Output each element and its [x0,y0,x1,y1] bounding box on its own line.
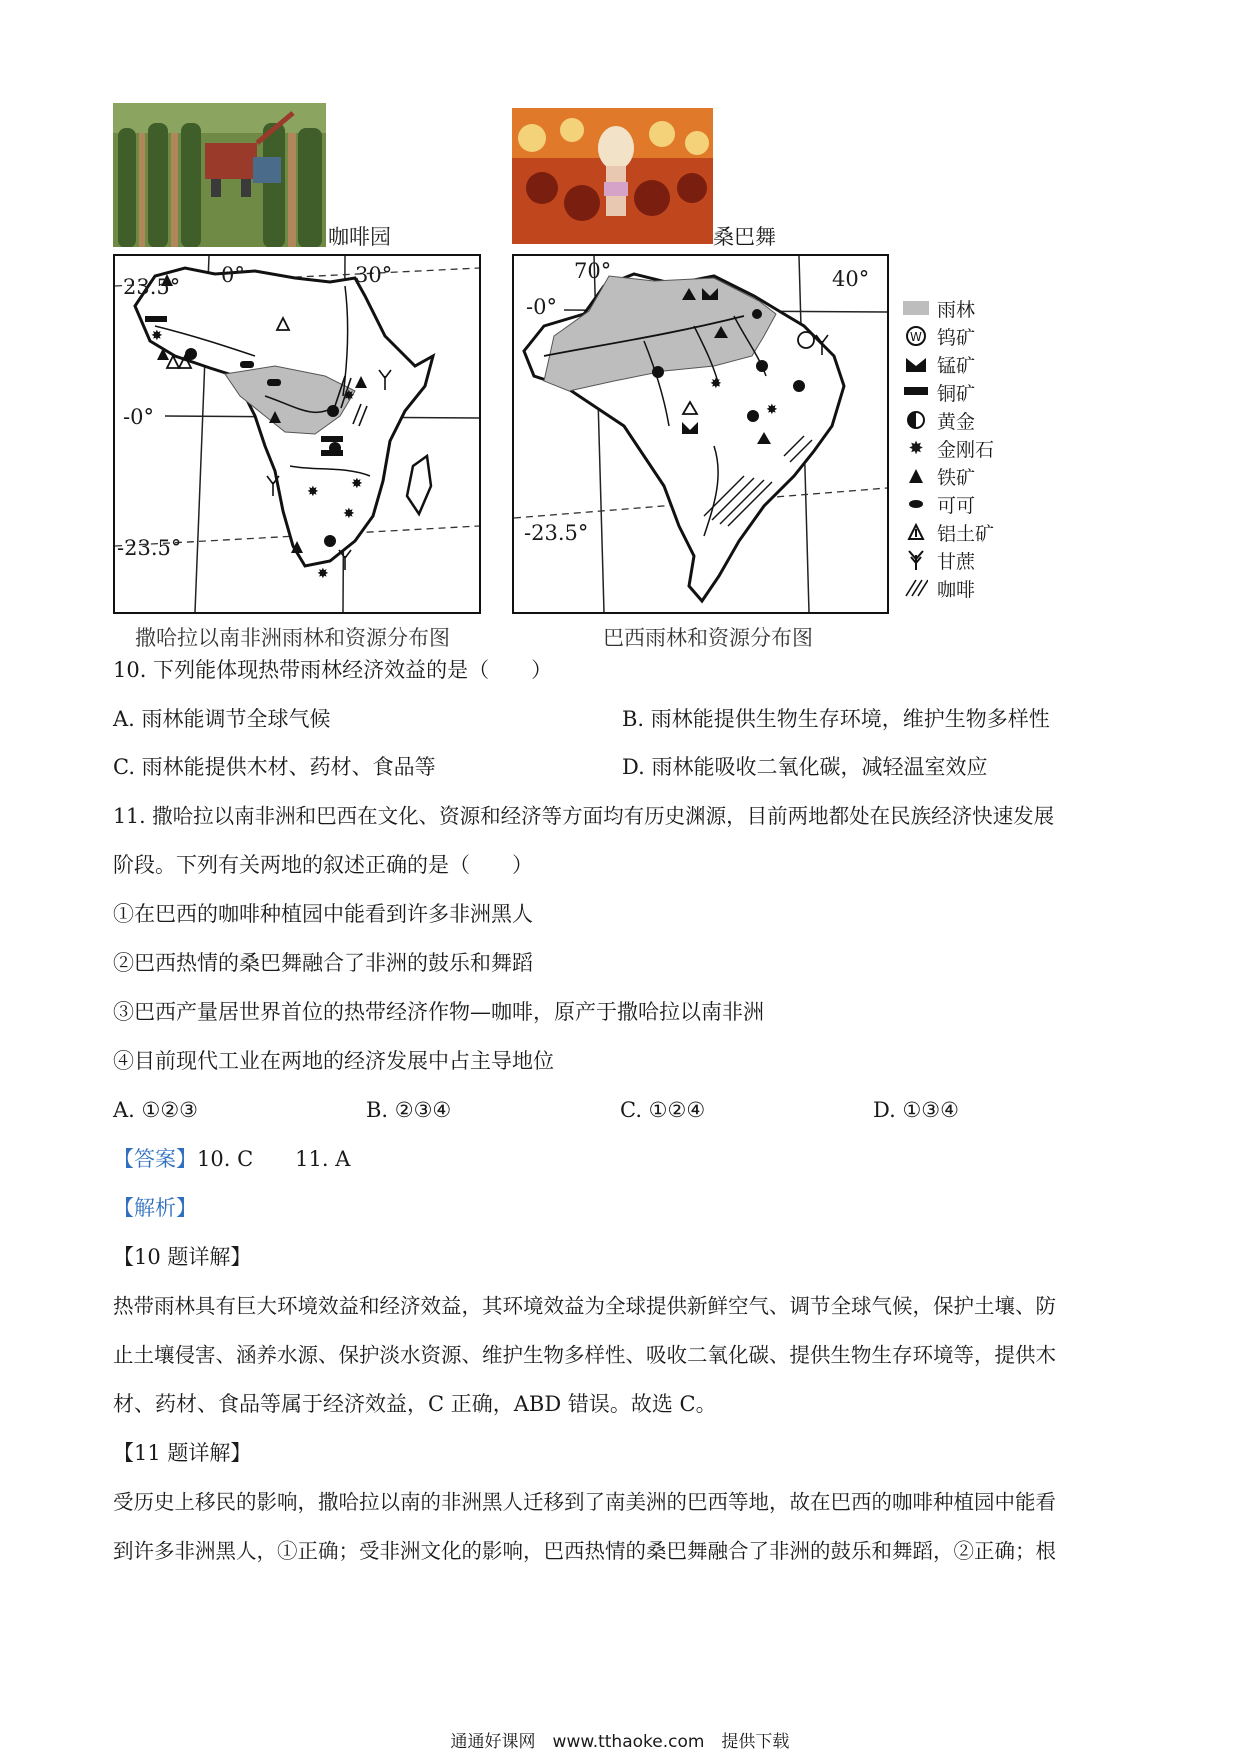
svg-text:✸: ✸ [307,484,319,500]
svg-text:✸: ✸ [343,388,355,404]
manganese-icon [903,352,929,376]
svg-text:✸: ✸ [710,376,722,392]
africa-map [113,254,481,614]
gold-icon [903,408,929,432]
legend-row-coffee: 咖啡 [903,574,975,602]
analysis-q11-heading: 【11 题详解】 [113,1441,252,1465]
answer-line [113,1144,350,1174]
brazil-lon-70: 70° [574,259,612,283]
iron-icon [903,464,929,488]
q10-option-d: D. 雨林能吸收二氧化碳，减轻温室效应 [622,755,988,779]
africa-map-caption: 撒哈拉以南非洲雨林和资源分布图 [135,626,450,650]
q10-stem: 10. 下列能体现热带雨林经济效益的是（ ） [113,658,553,682]
svg-text:✸: ✸ [766,402,778,418]
coffee-photo-caption: 咖啡园 [328,225,391,249]
tungsten-icon [903,324,929,348]
coffee-plantation-photo [113,103,326,247]
q11-statement-2: ②巴西热情的桑巴舞融合了非洲的鼓乐和舞蹈 [113,951,533,975]
legend-row-tungsten: W 钨矿 [903,322,975,350]
q11-statement-3: ③巴西产量居世界首位的热带经济作物—咖啡，原产于撒哈拉以南非洲 [113,1000,764,1024]
copper-icon [903,380,929,404]
q10-option-b: B. 雨林能提供生物生存环境，维护生物多样性 [622,707,1050,731]
q11-statement-4: ④目前现代工业在两地的经济发展中占主导地位 [113,1049,554,1073]
q11-stem-line2: 阶段。下列有关两地的叙述正确的是（ ） [113,853,533,877]
legend-row-sugarcane: 甘蔗 [903,546,975,574]
q11-option-a: A. ①②③ [113,1098,198,1122]
africa-equator: -0° [123,405,154,429]
svg-text:✸: ✸ [343,506,355,522]
analysis-q10-line3: 材、药材、食品等属于经济效益，C 正确，ABD 错误。故选 C。 [113,1392,717,1416]
legend-row-bauxite: 铝土矿 [903,518,994,546]
bauxite-icon [903,520,929,544]
legend-row-manganese: 锰矿 [903,350,975,378]
analysis-q10-heading: 【10 题详解】 [113,1245,252,1269]
brazil-lon-40: 40° [832,267,870,291]
legend-row-gold: 黄金 [903,406,975,434]
diamond-icon: ✸ [908,437,924,459]
q11-statement-1: ①在巴西的咖啡种植园中能看到许多非洲黑人 [113,902,533,926]
brazil-map [512,254,889,614]
q11-stem-line1: 11. 撒哈拉以南非洲和巴西在文化、资源和经济等方面均有历史渊源，目前两地都处在民族经济快速发展 [113,804,1055,828]
q10-option-c: C. 雨林能提供木材、药材、食品等 [113,755,436,779]
q10-option-a: A. 雨林能调节全球气候 [113,707,331,731]
analysis-q11-line1: 受历史上移民的影响，撒哈拉以南的非洲黑人迁移到了南美洲的巴西等地，故在巴西的咖啡种植园中能看 [113,1490,1056,1514]
analysis-label: 【解析】 [113,1196,197,1220]
africa-lon-0: 0° [221,263,245,287]
map-legend [903,294,1033,614]
q11-option-c: C. ①②④ [620,1098,706,1122]
legend-row-cocoa: 可可 [903,490,975,518]
sugarcane-icon [903,548,929,572]
cocoa-icon [903,492,929,516]
answer-text: 10. C 11. A [197,1147,351,1171]
svg-text:✸: ✸ [151,328,163,344]
page-footer: 通通好课网 www.tthaoke.com 提供下载 [450,1732,790,1752]
brazil-lat-23-5-south: -23.5° [524,521,589,545]
legend-row-iron: 铁矿 [903,462,975,490]
africa-lat-23-5-north: 23.5° [123,275,181,299]
coffee-icon [903,576,929,600]
brazil-equator: -0° [526,295,557,319]
samba-photo-caption: 桑巴舞 [713,225,776,249]
q11-option-d: D. ①③④ [873,1098,959,1122]
legend-row-diamond: ✸ 金刚石 [903,434,994,462]
answer-label: 【答案】 [113,1147,197,1171]
analysis-q11-line2: 到许多非洲黑人，①正确；受非洲文化的影响，巴西热情的桑巴舞融合了非洲的鼓乐和舞蹈，②正确；根 [113,1539,1056,1563]
legend-row-copper: 铜矿 [903,378,975,406]
samba-photo [512,108,713,244]
q11-option-b: B. ②③④ [366,1098,452,1122]
svg-text:✸: ✸ [317,566,329,582]
rainforest-icon [903,296,929,320]
brazil-map-caption: 巴西雨林和资源分布图 [603,626,813,650]
africa-lat-23-5-south: -23.5° [117,536,182,560]
analysis-q10-line2: 止土壤侵害、涵养水源、保护淡水资源、维护生物多样性、吸收二氧化碳、提供生物生存环境等，提供木 [113,1343,1056,1367]
legend-row-rainforest: 雨林 [903,294,975,322]
africa-lon-30: 30° [355,263,393,287]
svg-text:W: W [910,330,922,344]
svg-text:✸: ✸ [351,476,363,492]
analysis-q10-line1: 热带雨林具有巨大环境效益和经济效益，其环境效益为全球提供新鲜空气、调节全球气候，保护土壤、防 [113,1294,1056,1318]
